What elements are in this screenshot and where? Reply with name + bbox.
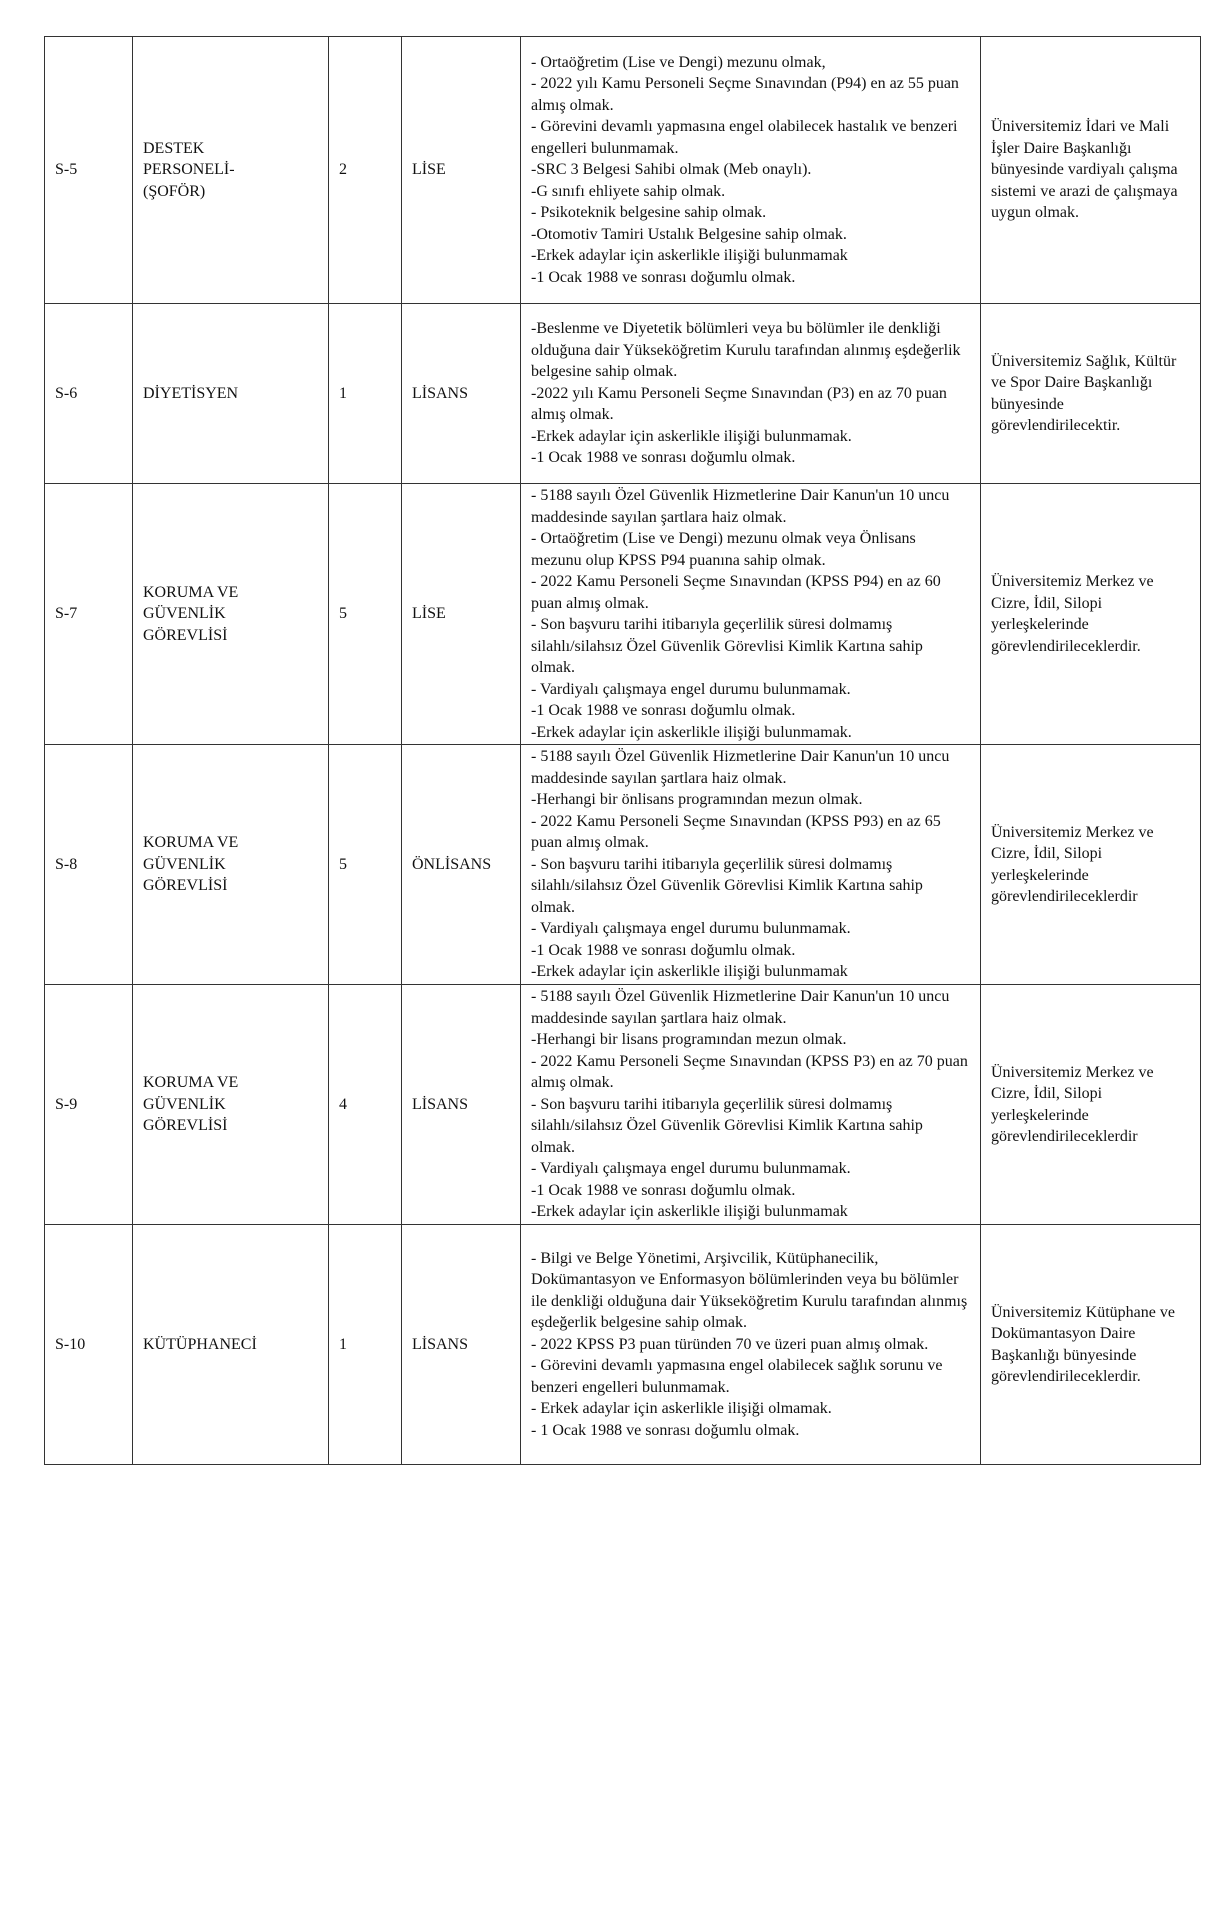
position-code: S-7: [45, 484, 133, 745]
position-title-text: DESTEK PERSONELİ- (ŞOFÖR): [143, 139, 235, 200]
table-row: [45, 1225, 1201, 1465]
position-title-text: KORUMA VE GÜVENLİK GÖREVLİSİ: [143, 834, 239, 895]
position-title: [133, 484, 329, 745]
requirement-line: - Ortaöğretim (Lise ve Dengi) mezunu olmak,: [531, 53, 826, 71]
position-title-text: KORUMA VE GÜVENLİK GÖREVLİSİ: [143, 583, 239, 644]
assignment-note: Üniversitemiz Sağlık, Kültür ve Spor Daire Başkanlığı bünyesinde görevlendirilecektir.: [981, 304, 1201, 484]
requirements-cell: [521, 37, 981, 304]
position-count: 2: [329, 37, 402, 304]
requirement-line: -2022 yılı Kamu Personeli Seçme Sınavından (P3) en az 70 puan almış olmak.: [531, 384, 947, 424]
requirement-line: -1 Ocak 1988 ve sonrası doğumlu olmak.: [531, 1181, 796, 1199]
positions-table: [44, 36, 1201, 1465]
assignment-note: Üniversitemiz Merkez ve Cizre, İdil, Silopi yerleşkelerinde görevlendirileceklerdir: [981, 745, 1201, 985]
requirement-line: - Vardiyalı çalışmaya engel durumu bulunmamak.: [531, 680, 851, 698]
position-title: [133, 985, 329, 1225]
requirement-line: - 2022 Kamu Personeli Seçme Sınavından (KPSS P3) en az 70 puan almış olmak.: [531, 1052, 968, 1092]
requirement-line: -Herhangi bir lisans programından mezun olmak.: [531, 1031, 847, 1049]
position-title: [133, 745, 329, 985]
requirements-cell: [521, 304, 981, 484]
assignment-note: Üniversitemiz Merkez ve Cizre, İdil, Silopi yerleşkelerinde görevlendirileceklerdir.: [981, 484, 1201, 745]
requirement-line: -Erkek adaylar için askerlikle ilişiği bulunmamak: [531, 1203, 848, 1221]
requirement-line: - Erkek adaylar için askerlikle ilişiği olmamak.: [531, 1400, 832, 1418]
requirement-line: -1 Ocak 1988 ve sonrası doğumlu olmak.: [531, 268, 796, 286]
requirements-cell: [521, 1225, 981, 1465]
requirement-line: - 5188 sayılı Özel Güvenlik Hizmetlerine Dair Kanun'un 10 uncu maddesinde sayılan şartlara haiz olmak.: [531, 988, 950, 1027]
requirement-line: - Bilgi ve Belge Yönetimi, Arşivcilik, Kütüphanecilik, Dokümantasyon ve Enformasyon bölümlerinden veya bu bölümler ile denkliği olduğuna dair Yükseköğretim Kurulu tarafından alınmış eşdeğerlik belgesine sahip olmak.: [531, 1249, 968, 1332]
requirement-line: - 2022 Kamu Personeli Seçme Sınavından (KPSS P93) en az 65 puan almış olmak.: [531, 812, 941, 852]
requirement-line: - Görevini devamlı yapmasına engel olabilecek hastalık ve benzeri engelleri bulunmamak.: [531, 118, 958, 157]
position-count: 5: [329, 484, 402, 745]
requirement-line: - Son başvuru tarihi itibarıyla geçerlilik süresi dolmamış silahlı/silahsız Özel Güvenlik Görevlisi Kimlik Kartına sahip olmak.: [531, 616, 923, 676]
requirement-line: - 1 Ocak 1988 ve sonrası doğumlu olmak.: [531, 1421, 800, 1439]
position-code: S-8: [45, 745, 133, 985]
requirement-line: -SRC 3 Belgesi Sahibi olmak (Meb onaylı).: [531, 161, 812, 179]
position-code: S-9: [45, 985, 133, 1225]
education-level: LİSE: [402, 484, 521, 745]
requirement-line: -Erkek adaylar için askerlikle ilişiği bulunmamak: [531, 963, 848, 981]
assignment-note: Üniversitemiz Merkez ve Cizre, İdil, Silopi yerleşkelerinde görevlendirileceklerdir: [981, 985, 1201, 1225]
table-row: [45, 37, 1201, 304]
position-count: 5: [329, 745, 402, 985]
position-title-text: DİYETİSYEN: [143, 384, 239, 402]
requirement-line: -1 Ocak 1988 ve sonrası doğumlu olmak.: [531, 941, 796, 959]
position-code: S-10: [45, 1225, 133, 1465]
assignment-note: Üniversitemiz Kütüphane ve Dokümantasyon Daire Başkanlığı bünyesinde görevlendirileceklerdir.: [981, 1225, 1201, 1465]
position-count: 1: [329, 1225, 402, 1465]
assignment-note: Üniversitemiz İdari ve Mali İşler Daire Başkanlığı bünyesinde vardiyalı çalışma sistemi ve arazi de çalışmaya uygun olmak.: [981, 37, 1201, 304]
requirement-line: - 2022 yılı Kamu Personeli Seçme Sınavından (P94) en az 55 puan almış olmak.: [531, 75, 959, 114]
requirement-line: - Ortaöğretim (Lise ve Dengi) mezunu olmak veya Önlisans mezunu olup KPSS P94 puanına sahip olmak.: [531, 530, 916, 569]
requirement-line: -1 Ocak 1988 ve sonrası doğumlu olmak.: [531, 702, 796, 719]
document-page: [44, 36, 1200, 1465]
position-title: [133, 37, 329, 304]
table-row: [45, 985, 1201, 1225]
education-level: LİSANS: [402, 985, 521, 1225]
table-row: [45, 745, 1201, 985]
table-row: [45, 484, 1201, 745]
education-level: ÖNLİSANS: [402, 745, 521, 985]
requirement-line: -Otomotiv Tamiri Ustalık Belgesine sahip olmak.: [531, 225, 847, 243]
requirement-line: -G sınıfı ehliyete sahip olmak.: [531, 182, 726, 200]
requirement-line: - Psikoteknik belgesine sahip olmak.: [531, 204, 767, 222]
position-code: S-6: [45, 304, 133, 484]
requirements-cell: [521, 745, 981, 985]
requirement-line: -Erkek adaylar için askerlikle ilişiği bulunmamak.: [531, 427, 852, 445]
requirements-cell: [521, 985, 981, 1225]
requirement-line: - Görevini devamlı yapmasına engel olabilecek sağlık sorunu ve benzeri engelleri bulunmamak.: [531, 1357, 943, 1396]
requirement-line: - Vardiyalı çalışmaya engel durumu bulunmamak.: [531, 1160, 851, 1178]
education-level: LİSANS: [402, 304, 521, 484]
position-title-text: KÜTÜPHANECİ: [143, 1335, 257, 1353]
education-level: LİSE: [402, 37, 521, 304]
position-title-text: KORUMA VE GÜVENLİK GÖREVLİSİ: [143, 1074, 239, 1135]
requirement-line: -Beslenme ve Diyetetik bölümleri veya bu bölümler ile denkliği olduğuna dair Yükseköğretim Kurulu tarafından alınmış eşdeğerlik belgesine sahip olmak.: [531, 320, 961, 381]
requirement-line: -Erkek adaylar için askerlikle ilişiği bulunmamak: [531, 247, 848, 265]
positions-table-body: [45, 37, 1201, 1465]
position-title: [133, 304, 329, 484]
position-title: [133, 1225, 329, 1465]
requirement-line: - 5188 sayılı Özel Güvenlik Hizmetlerine Dair Kanun'un 10 uncu maddesinde sayılan şartlara haiz olmak.: [531, 748, 950, 787]
position-count: 4: [329, 985, 402, 1225]
requirements-cell: [521, 484, 981, 745]
table-row: [45, 304, 1201, 484]
requirement-line: -Erkek adaylar için askerlikle ilişiği bulunmamak.: [531, 723, 852, 741]
requirement-line: - Vardiyalı çalışmaya engel durumu bulunmamak.: [531, 920, 851, 938]
requirement-line: - 2022 KPSS P3 puan türünden 70 ve üzeri puan almış olmak.: [531, 1335, 929, 1353]
requirement-line: - 5188 sayılı Özel Güvenlik Hizmetlerine Dair Kanun'un 10 uncu maddesinde sayılan şartlara haiz olmak.: [531, 487, 950, 526]
education-level: LİSANS: [402, 1225, 521, 1465]
requirement-line: - 2022 Kamu Personeli Seçme Sınavından (KPSS P94) en az 60 puan almış olmak.: [531, 573, 941, 612]
position-code: S-5: [45, 37, 133, 304]
position-count: 1: [329, 304, 402, 484]
requirement-line: - Son başvuru tarihi itibarıyla geçerlilik süresi dolmamış silahlı/silahsız Özel Güvenlik Görevlisi Kimlik Kartına sahip olmak.: [531, 855, 923, 916]
requirement-line: -Herhangi bir önlisans programından mezun olmak.: [531, 791, 863, 809]
requirement-line: - Son başvuru tarihi itibarıyla geçerlilik süresi dolmamış silahlı/silahsız Özel Güvenlik Görevlisi Kimlik Kartına sahip olmak.: [531, 1095, 923, 1156]
requirement-line: -1 Ocak 1988 ve sonrası doğumlu olmak.: [531, 449, 796, 467]
